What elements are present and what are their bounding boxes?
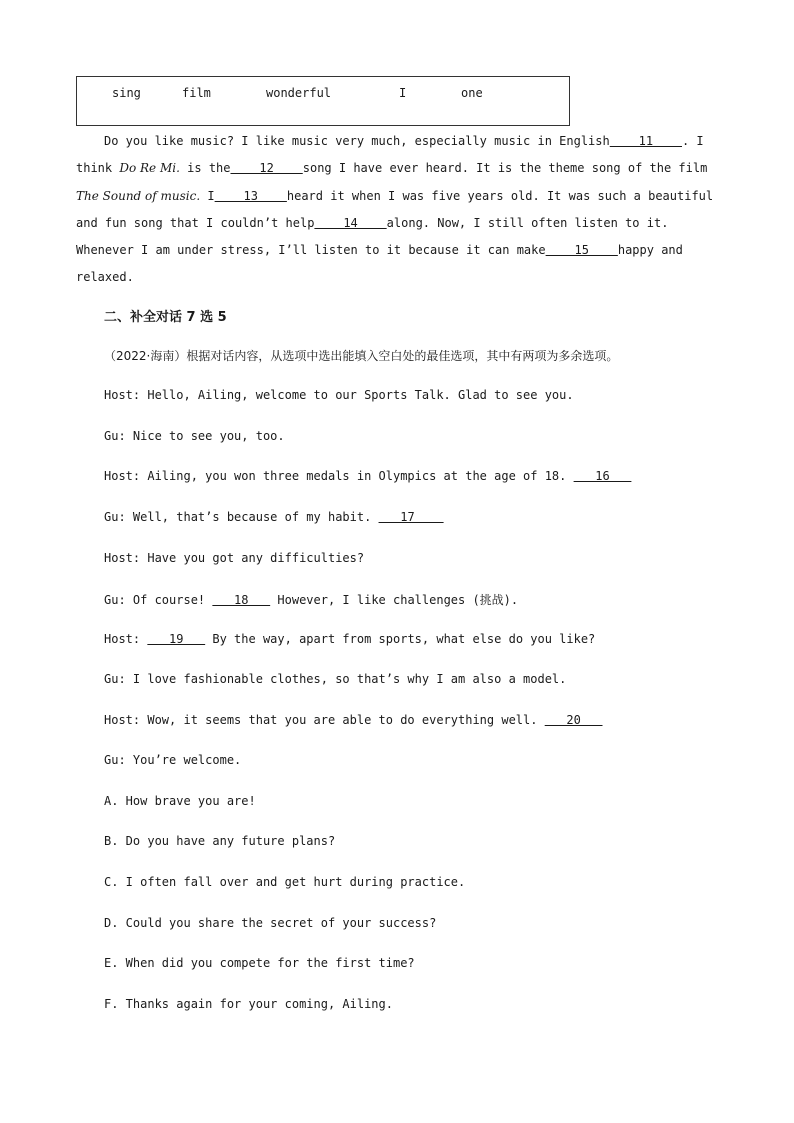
blank-14: 14 [314,215,387,230]
passage-text: . I [681,134,704,148]
dialogue-text: However, I like challenges (挑战). [270,593,519,607]
word-bank-item: one [461,86,483,100]
dialogue-text: Gu: Nice to see you, too. [104,429,285,443]
option-item: D. Could you share the secret of your success? [104,916,437,930]
dialogue-text: Host: Have you got any difficulties? [104,551,365,565]
blank-19: 19 [147,632,206,646]
dialogue-text: Gu: Well, that’s because of my habit. [104,510,379,524]
dialogue-line [104,591,518,608]
option-item: A. How brave you are! [104,794,256,808]
passage-text: Whenever I am under stress, I’ll listen to it because it can make [76,243,546,258]
passage-text: along. Now, I still often listen to it. [386,215,669,230]
blank-11: 11 [609,134,682,148]
dialogue-text: Host: Wow, it seems that you are able to do everything well. [104,713,545,727]
blank-12: 12 [230,161,303,176]
word-bank-item: I [399,86,407,100]
film-title: The Sound of music. [76,188,201,203]
passage-text: I [200,188,215,203]
passage-text: happy and [617,243,683,258]
dialogue-line [104,510,444,524]
passage-text: song I have ever heard. It is the theme song of the film [302,161,708,176]
blank-16: 16 [573,469,632,483]
option-item: B. Do you have any future plans? [104,834,336,848]
dialogue-line [104,672,566,686]
passage-text: think [76,161,120,176]
dialogue-line [104,713,603,727]
passage [76,128,716,292]
passage-text: is the [179,161,231,176]
option-item: F. Thanks again for your coming, Ailing. [104,997,393,1011]
word-bank-box [76,76,570,126]
dialogue-text: Gu: You’re welcome. [104,753,242,767]
dialogue-text: Gu: Of course! [104,593,213,607]
dialogue-line [104,632,595,646]
blank-13: 13 [214,188,287,203]
option-item: E. When did you compete for the first time? [104,956,415,970]
passage-line [76,155,716,182]
song-title: Do Re Mi. [119,161,180,176]
dialogue-line [104,429,285,443]
dialogue-line [104,753,241,767]
passage-line [76,237,716,264]
option-item: C. I often fall over and get hurt during practice. [104,875,466,889]
blank-17: 17 [378,510,444,524]
dialogue-line [104,469,631,483]
dialogue-text: Gu: I love fashionable clothes, so that’s why I am also a model. [104,672,567,686]
dialogue-text: Host: Ailing, you won three medals in Olympics at the age of 18. [104,469,574,483]
instruction: （2022·海南）根据对话内容，从选项中选出能填入空白处的最佳选项，其中有两项为多余选项。 [104,349,619,363]
passage-text: Do you like music? I like music very much, especially music in English [104,134,610,148]
dialogue-text: Host: Hello, Ailing, welcome to our Sports Talk. Glad to see you. [104,388,574,402]
word-bank-item: wonderful [266,86,332,100]
word-bank-item: film [182,86,211,100]
blank-18: 18 [212,593,271,607]
dialogue-line [104,551,364,565]
dialogue-line [104,388,574,402]
blank-20: 20 [544,713,603,727]
passage-line [76,210,716,237]
dialogue-text: By the way, apart from sports, what else do you like? [205,632,596,646]
blank-15: 15 [545,243,618,258]
dialogue-text: Host: [104,632,148,646]
passage-text: and fun song that I couldn’t help [76,215,315,230]
passage-line [76,183,716,210]
passage-text: heard it when I was five years old. It was such a beautiful [286,188,714,203]
passage-line [76,128,716,155]
section-title: 二、补全对话 7 选 5 [104,310,227,325]
word-bank-item: sing [112,86,141,100]
passage-line: relaxed. [76,270,134,285]
